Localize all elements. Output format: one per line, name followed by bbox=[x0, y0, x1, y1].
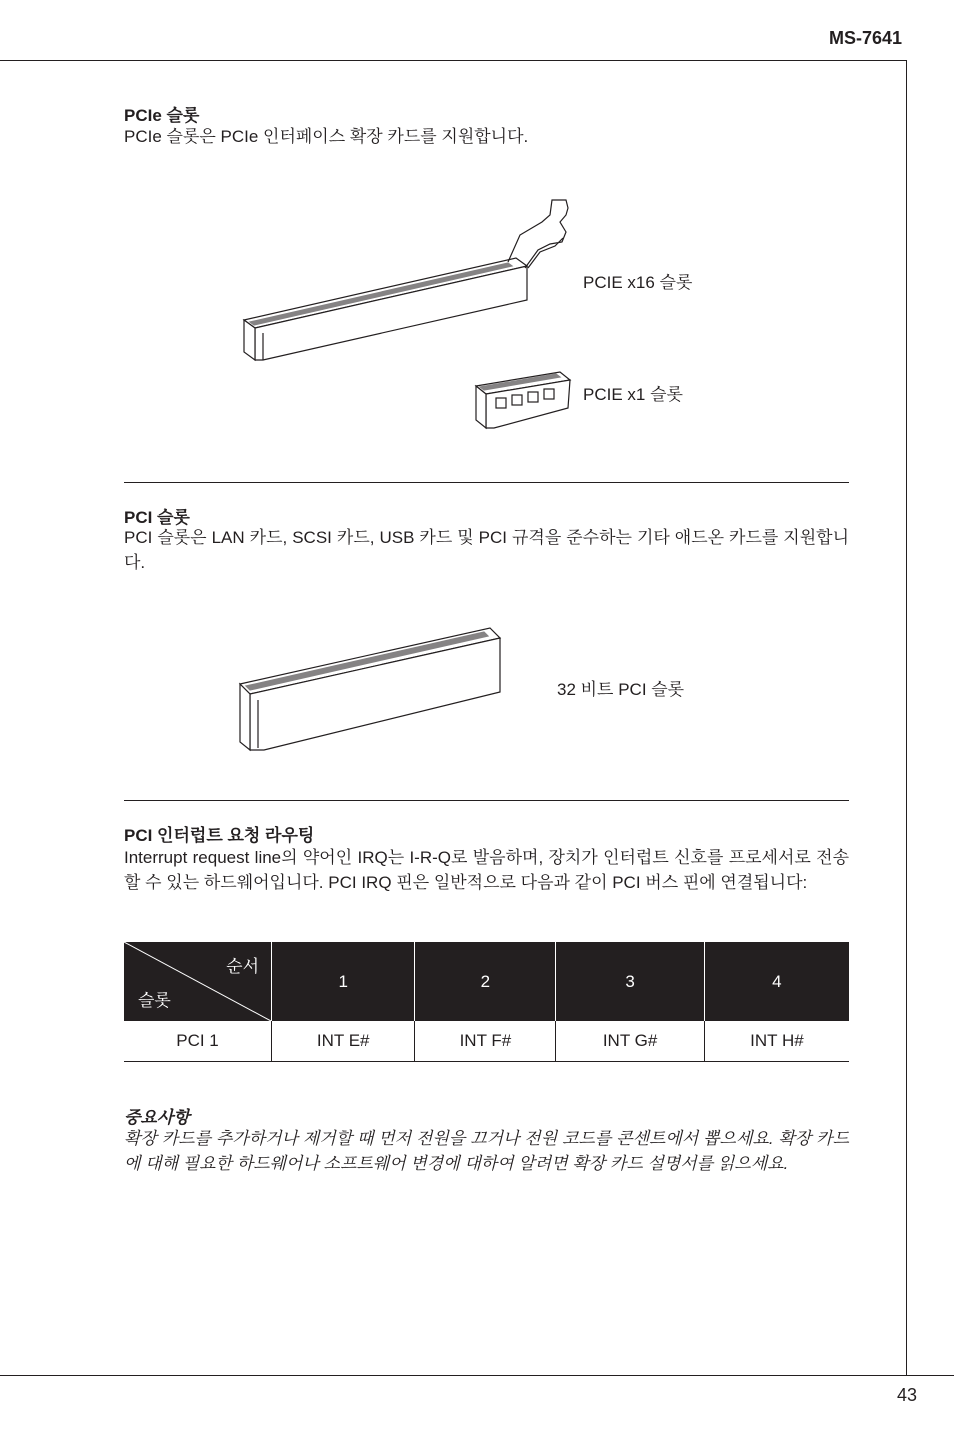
irq-heading: PCI 인터럽트 요청 라우팅 bbox=[124, 826, 315, 845]
note-text: 확장 카드를 추가하거나 제거할 때 먼저 전원을 끄거나 전원 코드를 콘센트에서 뽑으세요. 확장 카드에 대해 필요한 하드웨어나 소프트웨어 변경에 대하여 알려면 확장 카드 설명서를 읽으세요. bbox=[124, 1129, 849, 1173]
table-cell: INT G# bbox=[556, 1021, 705, 1062]
table-cell: INT E# bbox=[272, 1021, 415, 1062]
section-divider bbox=[124, 800, 849, 801]
pci-32bit-slot-drawing bbox=[240, 628, 500, 750]
corner-order-label: 순서 bbox=[226, 957, 259, 976]
model-name: MS-7641 bbox=[828, 28, 902, 48]
column-header: 1 bbox=[272, 942, 415, 1021]
pci-heading: PCI 슬롯 bbox=[124, 508, 190, 527]
table-cell: INT F# bbox=[415, 1021, 556, 1062]
table-corner-cell bbox=[124, 942, 272, 1021]
column-header: 2 bbox=[415, 942, 556, 1021]
note-heading: 중요사항 bbox=[124, 1108, 190, 1127]
pcie-description: PCIe 슬롯은 PCIe 인터페이스 확장 카드를 지원합니다. bbox=[124, 127, 529, 146]
pcie-x16-slot-drawing bbox=[244, 200, 568, 360]
pcie-x1-slot-drawing bbox=[476, 372, 570, 428]
corner-slot-label: 슬롯 bbox=[138, 991, 171, 1010]
column-header: 3 bbox=[556, 942, 705, 1021]
pci-description: PCI 슬롯은 LAN 카드, SCSI 카드, USB 카드 및 PCI 규격을 준수하는 기타 애드온 카드를 지원합니다. bbox=[124, 528, 849, 572]
table-cell: INT H# bbox=[704, 1021, 849, 1062]
pcie-x1-label: PCIE x1 슬롯 bbox=[583, 385, 683, 404]
irq-routing-table bbox=[124, 942, 849, 1062]
irq-description: Interrupt request line의 약어인 IRQ는 I-R-Q로 발음하며, 장치가 인터럽트 신호를 프로세서로 전송할 수 있는 하드웨어입니다. PCI IRQ 핀은 일반적으로 다음과 같이 PCI 버스 핀에 연결됩니다: bbox=[124, 848, 849, 892]
slot-cell: PCI 1 bbox=[124, 1021, 272, 1062]
pci-32bit-label: 32 비트 PCI 슬롯 bbox=[557, 680, 685, 699]
table-row bbox=[124, 1021, 849, 1062]
section-divider bbox=[124, 482, 849, 483]
pcie-x16-label: PCIE x16 슬롯 bbox=[583, 273, 693, 292]
footer-rule bbox=[0, 1375, 954, 1376]
page-number: 43 bbox=[896, 1385, 917, 1405]
column-header: 4 bbox=[704, 942, 849, 1021]
pcie-heading: PCIe 슬롯 bbox=[124, 106, 200, 125]
